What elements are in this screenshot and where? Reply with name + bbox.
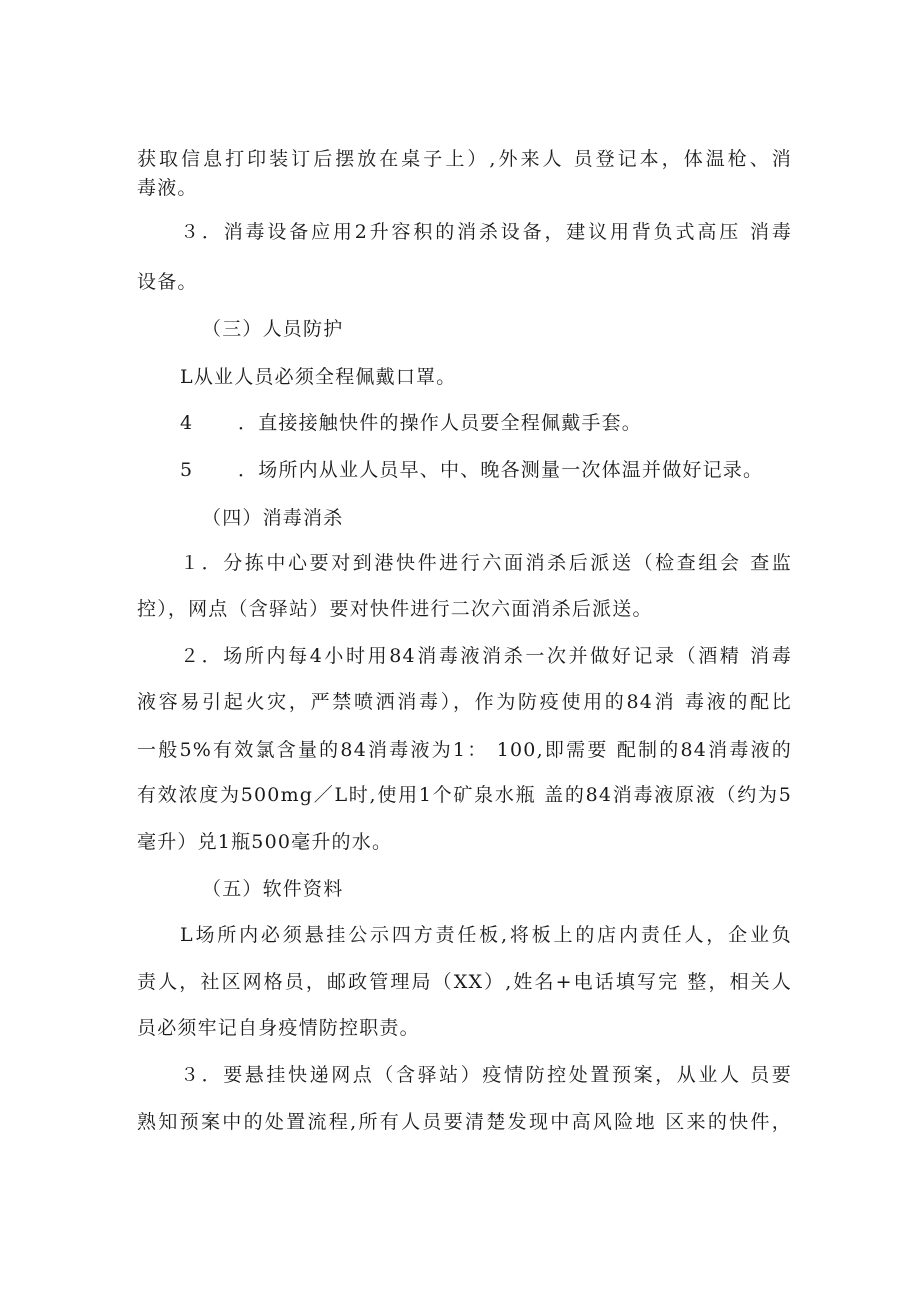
section-heading: （五）软件资料 xyxy=(202,878,344,900)
text-line: 液容易引起火灾，严禁喷洒消毒），作为防疫使用的84消 毒液的配比 xyxy=(137,691,792,713)
text-line: ２．场所内每4小时用84消毒液消杀一次并做好记录（酒精 消毒 xyxy=(180,645,792,667)
text-line: L场所内必须悬挂公示四方责任板,将板上的店内责任人，企业负 xyxy=(180,924,792,946)
text-line: 员必须牢记自身疫情防控职责。 xyxy=(137,1017,420,1039)
text-line: 毒液。 xyxy=(137,177,198,199)
numbered-item xyxy=(180,457,792,483)
numbered-item xyxy=(180,410,792,436)
text-line: １．分拣中心要对到港快件进行六面消杀后派送（检查组会 查监 xyxy=(180,552,792,574)
item-text: ．直接接触快件的操作人员要全程佩戴手套。 xyxy=(238,412,643,434)
text-line: 毫升）兑1瓶500毫升的水。 xyxy=(137,831,393,853)
text-line: 责人，社区网格员，邮政管理局（XX）,姓名+电话填写完 整，相关人 xyxy=(137,971,792,993)
text-line: 控），网点（含驿站）要对快件进行二次六面消杀后派送。 xyxy=(137,598,653,620)
section-heading: （四）消毒消杀 xyxy=(202,507,344,529)
text-line: 获取信息打印装订后摆放在桌子上）,外来人 员登记本，体温枪、消 xyxy=(137,148,792,170)
text-line: ３．要悬挂快递网点（含驿站）疫情防控处置预案，从业人 员要 xyxy=(180,1064,792,1086)
text-line: 设备。 xyxy=(137,271,198,293)
text-line: 有效浓度为500mg／L时,使用1个矿泉水瓶 盖的84消毒液原液（约为5 xyxy=(137,784,792,806)
item-number: 4 xyxy=(180,412,194,434)
section-heading: （三）人员防护 xyxy=(202,318,344,340)
text-line: 一般5%有效氯含量的84消毒液为1： 100,即需要 配制的84消毒液的 xyxy=(137,739,792,761)
text-line: 熟知预案中的处置流程,所有人员要清楚发现中高风险地 区来的快件， xyxy=(137,1111,792,1133)
text-line: L从业人员必须全程佩戴口罩。 xyxy=(180,366,457,388)
item-number: 5 xyxy=(180,459,194,481)
item-text: ．场所内从业人员早、中、晚各测量一次体温并做好记录。 xyxy=(238,459,764,481)
text-line: ３．消毒设备应用2升容积的消杀设备，建议用背负式高压 消毒 xyxy=(180,221,792,243)
